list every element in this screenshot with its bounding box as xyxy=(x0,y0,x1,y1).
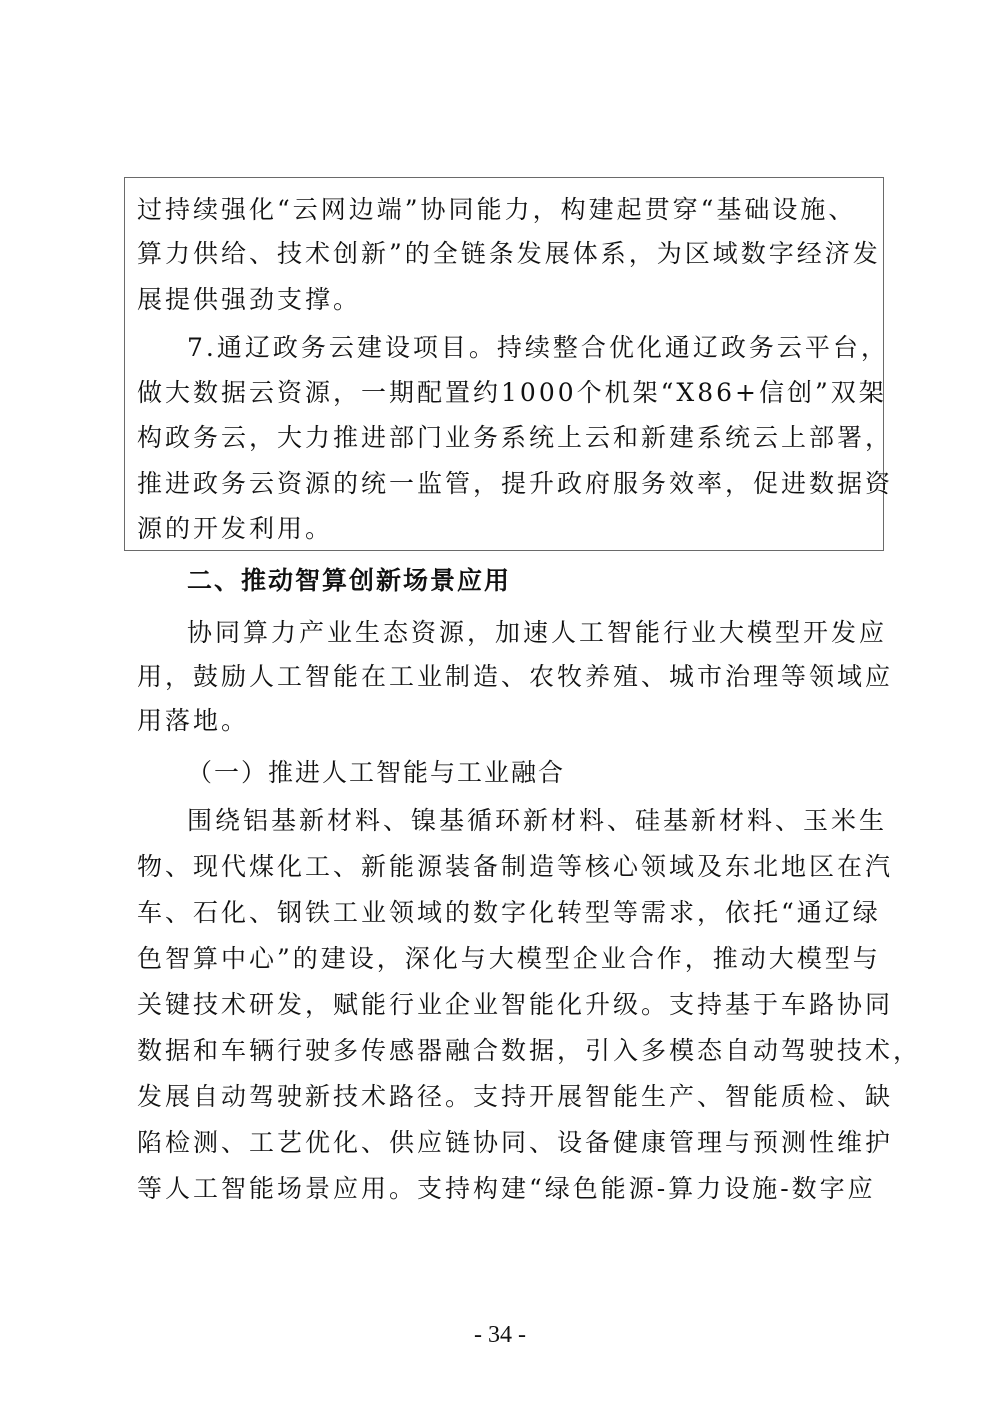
paragraph-line: 用，鼓励人工智能在工业制造、农牧养殖、城市治理等领域应 xyxy=(137,662,894,691)
paragraph-line: 色智算中心”的建设，深化与大模型企业合作，推动大模型与 xyxy=(137,944,881,973)
paragraph-line: 用落地。 xyxy=(137,706,250,735)
subsection-heading: （一）推进人工智能与工业融合 xyxy=(187,758,566,787)
boxed-text-line: 构政务云，大力推进部门业务系统上云和新建系统云上部署， xyxy=(137,423,894,452)
paragraph-line: 关键技术研发，赋能行业企业智能化升级。支持基于车路协同 xyxy=(137,990,894,1019)
section-heading: 二、推动智算创新场景应用 xyxy=(187,566,512,595)
paragraph-line: 发展自动驾驶新技术路径。支持开展智能生产、智能质检、缺 xyxy=(137,1082,894,1111)
boxed-text-line: 展提供强劲支撑。 xyxy=(137,285,362,314)
paragraph-line: 等人工智能场景应用。支持构建“绿色能源-算力设施-数字应 xyxy=(137,1174,876,1203)
page-number: - 34 - xyxy=(474,1322,526,1348)
paragraph-line: 车、石化、钢铁工业领域的数字化转型等需求，依托“通辽绿 xyxy=(137,898,881,927)
paragraph-line: 数据和车辆行驶多传感器融合数据，引入多模态自动驾驶技术， xyxy=(137,1036,922,1065)
boxed-text-line: 推进政务云资源的统一监管，提升政府服务效率，促进数据资 xyxy=(137,469,894,498)
paragraph-line: 协同算力产业生态资源，加速人工智能行业大模型开发应 xyxy=(187,618,888,647)
boxed-text-line: 算力供给、技术创新”的全链条发展体系，为区域数字经济发 xyxy=(137,239,881,268)
paragraph-line: 陷检测、工艺优化、供应链协同、设备健康管理与预测性维护 xyxy=(137,1128,894,1157)
boxed-text-line: 源的开发利用。 xyxy=(137,514,334,543)
boxed-text-line: 做大数据云资源，一期配置约1000个机架“X86+信创”双架 xyxy=(137,378,887,407)
boxed-text-line: 过持续强化“云网边端”协同能力，构建起贯穿“基础设施、 xyxy=(137,195,857,224)
paragraph-line: 物、现代煤化工、新能源装备制造等核心领域及东北地区在汽 xyxy=(137,852,894,881)
paragraph-line: 围绕铝基新材料、镍基循环新材料、硅基新材料、玉米生 xyxy=(187,806,888,835)
boxed-text-line: 7.通辽政务云建设项目。持续整合优化通辽政务云平台， xyxy=(187,333,889,362)
